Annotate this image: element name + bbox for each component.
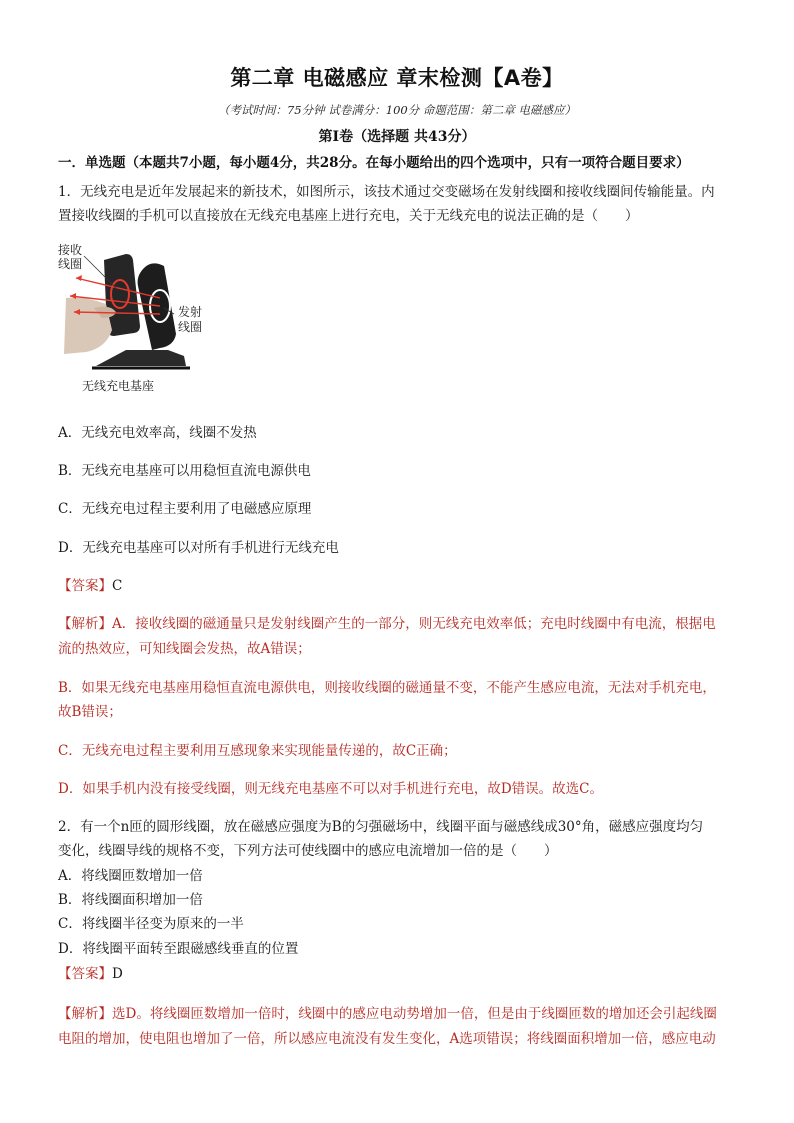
answer-tag: 【答案】 [58, 578, 112, 594]
figure-caption: 无线充电基座 [82, 379, 155, 393]
analysis-tag: 【解析】 [58, 1006, 112, 1022]
q1-option-b: B．无线充电基座可以用稳恒直流电源供电 [58, 463, 311, 479]
q1-analysis-b-line2: 故B错误； [58, 704, 122, 720]
figure-label-receive-2: 线圈 [58, 257, 83, 271]
answer-value: D [112, 966, 123, 982]
q2-option-c: C．将线圈半径变为原来的一半 [58, 916, 244, 932]
q2-stem-line2: 变化，线圈导线的规格不变，下列方法可使线圈中的感应电流增加一倍的是（ ） [58, 843, 558, 859]
q1-stem-line1: 1．无线充电是近年发展起来的新技术，如图所示，该技术通过交变磁场在发射线圈和接收线圈间传输能量。内 [58, 184, 715, 200]
figure-label-receive-1: 接收 [58, 243, 83, 257]
q1-option-d: D．无线充电基座可以对所有手机进行无线充电 [58, 540, 339, 556]
q1-analysis-c: C．无线充电过程主要利用互感现象来实现能量传递的，故C正确； [58, 743, 457, 759]
q2-stem-line1: 2．有一个n匝的圆形线圈，放在磁感应强度为B的匀强磁场中，线圈平面与磁感线成30°角，磁感应强度均匀 [58, 819, 704, 835]
q1-stem-line2: 置接收线圈的手机可以直接放在无线充电基座上进行充电，关于无线充电的说法正确的是（ ） [58, 208, 639, 224]
analysis-text: A．接收线圈的磁通量只是发射线圈产生的一部分，则无线充电效率低；充电时线圈中有电流，根据电 [112, 616, 716, 632]
answer-tag: 【答案】 [58, 966, 112, 982]
wireless-charger-figure [56, 238, 226, 398]
q2-analysis-line1 [58, 1002, 717, 1022]
analysis-text: 选D。将线圈匝数增加一倍时，线圈中的感应电动势增加一倍，但是由于线圈匝数的增加还会引起线圈 [112, 1006, 717, 1022]
q1-analysis-line2: 流的热效应，可知线圈会发热，故A错误； [58, 641, 311, 657]
q1-analysis-b-line1: B．如果无线充电基座用稳恒直流电源供电，则接收线圈的磁通量不变，不能产生感应电流，无法对手机充电， [58, 680, 716, 696]
volume-heading: 第Ⅰ卷（选择题 共43分） [318, 129, 476, 145]
q2-analysis-line2: 电阻的增加，使电阻也增加了一倍，所以感应电流没有发生变化，A选项错误；将线圈面积增加一倍，感应电动 [58, 1031, 716, 1047]
q1-answer [58, 574, 122, 594]
figure-label-transmit-1: 发射 [178, 305, 203, 319]
q2-answer [58, 962, 123, 982]
section-heading: 一．单选题（本题共7小题，每小题4分，共28分。在每小题给出的四个选项中，只有一项符合题目要求） [58, 155, 690, 171]
q2-option-b: B．将线圈面积增加一倍 [58, 892, 203, 908]
q1-option-c: C．无线充电过程主要利用了电磁感应原理 [58, 501, 312, 517]
analysis-tag: 【解析】 [58, 616, 112, 632]
page-title: 第二章 电磁感应 章末检测【A卷】 [230, 66, 564, 90]
figure-label-transmit-2: 线圈 [178, 320, 203, 334]
q1-analysis-line1 [58, 612, 716, 632]
q1-option-a: A．无线充电效率高，线圈不发热 [58, 425, 257, 441]
q2-option-d: D．将线圈平面转至跟磁感线垂直的位置 [58, 941, 299, 957]
answer-value: C [112, 578, 123, 594]
q1-analysis-d: D．如果手机内没有接受线圈，则无线充电基座不可以对手机进行充电，故D错误。故选C。 [58, 781, 603, 797]
exam-info: （考试时间：75分钟 试卷满分：100分 命题范围：第二章 电磁感应） [217, 103, 577, 117]
q2-option-a: A．将线圈匝数增加一倍 [58, 868, 203, 884]
